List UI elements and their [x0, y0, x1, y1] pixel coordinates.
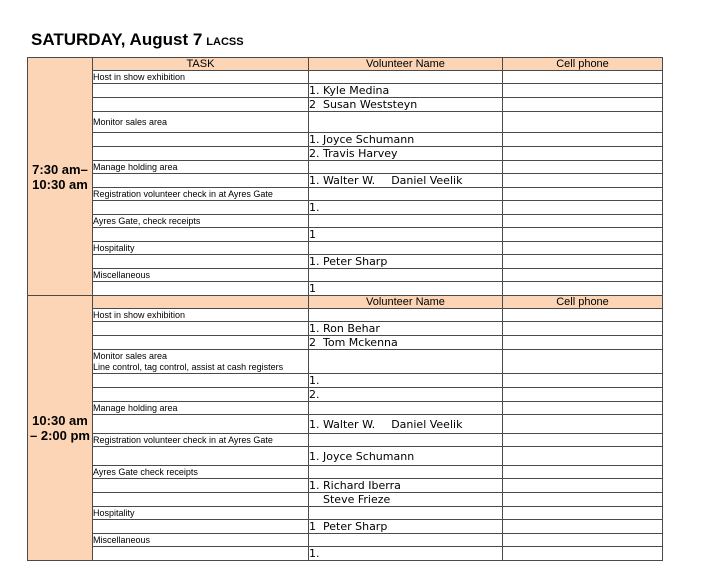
volunteer-name: Susan Weststeyn [323, 98, 418, 111]
phone-cell [503, 255, 663, 269]
volunteer-name: Walter W. [323, 417, 376, 431]
task-name [93, 112, 309, 133]
phone-cell [503, 434, 663, 447]
task-cell-empty [93, 336, 309, 350]
volunteer-cell [309, 242, 503, 255]
phone-cell [503, 112, 663, 133]
task-cell-empty [93, 133, 309, 147]
task-label: Hospitality [93, 242, 135, 253]
task-cell-empty [93, 228, 309, 242]
volunteer-cell [309, 269, 503, 282]
entry-row [28, 479, 663, 493]
volunteer-name: Steve Frieze [323, 493, 391, 506]
phone-cell [503, 336, 663, 350]
slot-number: 2 [309, 98, 316, 111]
volunteer-cell [309, 201, 503, 215]
task-row [28, 507, 663, 520]
volunteer-cell [309, 402, 503, 415]
task-label: Host in show exhibition [93, 71, 186, 82]
entry-row [28, 493, 663, 507]
volunteer-cell [309, 479, 503, 493]
volunteer-cell [309, 84, 503, 98]
task-cell-empty [93, 98, 309, 112]
task-name [93, 466, 309, 479]
task-cell-empty [93, 520, 309, 534]
phone-cell [503, 282, 663, 296]
column-header-task [93, 296, 309, 309]
slot-number: 1. [309, 201, 320, 214]
entry-row [28, 228, 663, 242]
volunteer-cell [309, 350, 503, 374]
task-name [93, 434, 309, 447]
task-name [93, 242, 309, 255]
entry-row [28, 84, 663, 98]
task-name [93, 161, 309, 174]
entry-row [28, 174, 663, 188]
task-name [93, 188, 309, 201]
column-header-label: Volunteer Name [366, 296, 445, 308]
volunteer-cell [309, 547, 503, 561]
task-cell-empty [93, 388, 309, 402]
volunteer-name: Travis Harvey [323, 147, 398, 160]
entry-row [28, 336, 663, 350]
block-header-row [28, 58, 663, 71]
column-header-volunteer [309, 58, 503, 71]
volunteer-name: Kyle Medina [323, 84, 390, 97]
task-label: Manage holding area [93, 402, 178, 413]
phone-cell [503, 534, 663, 547]
slot-number: 1. [309, 479, 320, 492]
task-name [93, 402, 309, 415]
volunteer-cell [309, 174, 503, 188]
task-cell-empty [93, 201, 309, 215]
slot-number: 1. [309, 547, 320, 560]
column-header-label: TASK [186, 58, 215, 70]
task-name [93, 309, 309, 322]
task-cell-empty [93, 147, 309, 161]
volunteer-cell [309, 255, 503, 269]
volunteer-cell [309, 147, 503, 161]
task-name [93, 507, 309, 520]
volunteer-cell [309, 507, 503, 520]
task-cell-empty [93, 255, 309, 269]
phone-cell [503, 133, 663, 147]
phone-cell [503, 147, 663, 161]
time-slot [28, 296, 93, 561]
volunteer-cell [309, 534, 503, 547]
volunteer-name: Peter Sharp [323, 255, 388, 268]
phone-cell [503, 188, 663, 201]
volunteer-cell [309, 415, 503, 434]
volunteer-cell [309, 215, 503, 228]
schedule-table [27, 57, 663, 561]
volunteer-name: Walter W. [323, 174, 376, 187]
task-cell-empty [93, 84, 309, 98]
phone-cell [503, 84, 663, 98]
slot-number: 1. [309, 374, 320, 387]
volunteer-cell [309, 282, 503, 296]
entry-row [28, 322, 663, 336]
task-cell-empty [93, 493, 309, 507]
volunteer-name: Joyce Schumann [323, 133, 415, 146]
phone-cell [503, 71, 663, 84]
phone-cell [503, 201, 663, 215]
slot-number: 1. [309, 255, 320, 268]
task-cell-empty [93, 547, 309, 561]
entry-row [28, 255, 663, 269]
phone-cell [503, 520, 663, 534]
entry-row [28, 374, 663, 388]
entry-row [28, 447, 663, 466]
volunteer-cell [309, 161, 503, 174]
phone-cell [503, 415, 663, 434]
phone-cell [503, 388, 663, 402]
time-end: – 2:00 pm [30, 428, 90, 443]
volunteer-cell [309, 309, 503, 322]
volunteer-cell [309, 388, 503, 402]
task-name [93, 350, 309, 374]
task-name [93, 71, 309, 84]
task-row [28, 215, 663, 228]
task-label: Ayres Gate, check receipts [93, 215, 201, 226]
task-row [28, 309, 663, 322]
task-cell-empty [93, 415, 309, 434]
slot-number: 1 [309, 282, 316, 295]
volunteer-name: Ron Behar [323, 322, 380, 335]
column-header-phone [503, 58, 663, 71]
entry-row [28, 147, 663, 161]
slot-number: 2. [309, 388, 320, 401]
volunteer-cell [309, 434, 503, 447]
phone-cell [503, 269, 663, 282]
entry-row [28, 547, 663, 561]
phone-cell [503, 309, 663, 322]
task-cell-empty [93, 282, 309, 296]
phone-cell [503, 493, 663, 507]
phone-cell [503, 242, 663, 255]
volunteer-name: Richard Iberra [323, 479, 401, 492]
title-text: SATURDAY, August 7 [31, 30, 203, 49]
task-label: Monitor sales area [93, 116, 168, 127]
column-header-label: Volunteer Name [366, 58, 445, 70]
phone-cell [503, 547, 663, 561]
volunteer-cell [309, 322, 503, 336]
block-header-row [28, 296, 663, 309]
phone-cell [503, 174, 663, 188]
task-label-detail: Line control, tag control, assist at cash registers [93, 361, 284, 372]
column-header-volunteer [309, 296, 503, 309]
column-header-label: Cell phone [556, 296, 609, 308]
task-row [28, 71, 663, 84]
task-row [28, 188, 663, 201]
column-header-label: Cell phone [556, 58, 609, 70]
time-start: 7:30 am– [32, 161, 88, 177]
task-label: Hospitality [93, 507, 135, 518]
task-row [28, 269, 663, 282]
volunteer-name: Joyce Schumann [323, 449, 415, 463]
volunteer-name-second: Daniel Veelik [391, 174, 463, 187]
volunteer-cell [309, 466, 503, 479]
column-header-task [93, 58, 309, 71]
task-label: Registration volunteer check in at Ayres Gate [93, 434, 273, 445]
phone-cell [503, 98, 663, 112]
volunteer-cell [309, 228, 503, 242]
entry-row [28, 282, 663, 296]
page-title [31, 30, 244, 50]
column-header-phone [503, 296, 663, 309]
task-label: Registration volunteer check in at Ayres Gate [93, 188, 273, 199]
entry-row [28, 133, 663, 147]
entry-row [28, 388, 663, 402]
slot-number: 1. [309, 133, 320, 146]
slot-number: 1. [309, 322, 320, 335]
task-row [28, 242, 663, 255]
phone-cell [503, 479, 663, 493]
volunteer-cell [309, 71, 503, 84]
slot-number: 1. [309, 174, 320, 187]
task-name [93, 534, 309, 547]
phone-cell [503, 447, 663, 466]
phone-cell [503, 215, 663, 228]
volunteer-name: Tom Mckenna [323, 336, 398, 349]
volunteer-name-second: Daniel Veelik [391, 417, 463, 431]
task-cell-empty [93, 447, 309, 466]
entry-row [28, 415, 663, 434]
task-label: Ayres Gate check receipts [93, 466, 198, 477]
task-row [28, 534, 663, 547]
volunteer-cell [309, 447, 503, 466]
phone-cell [503, 350, 663, 374]
slot-number: 2 [309, 336, 316, 349]
volunteer-cell [309, 336, 503, 350]
time-start: 10:30 am [32, 413, 88, 428]
slot-number: 1 [309, 520, 316, 533]
volunteer-cell [309, 98, 503, 112]
slot-number: 2. [309, 147, 320, 160]
slot-number: 1. [309, 417, 320, 431]
slot-number: 1. [309, 449, 320, 463]
slot-number: 1. [309, 84, 320, 97]
phone-cell [503, 507, 663, 520]
phone-cell [503, 402, 663, 415]
volunteer-cell [309, 520, 503, 534]
task-row [28, 466, 663, 479]
entry-row [28, 201, 663, 215]
phone-cell [503, 228, 663, 242]
task-row [28, 112, 663, 133]
phone-cell [503, 466, 663, 479]
volunteer-cell [309, 374, 503, 388]
slot-number: 1 [309, 228, 316, 241]
task-label: Miscellaneous [93, 269, 151, 280]
volunteer-cell [309, 188, 503, 201]
volunteer-cell [309, 133, 503, 147]
task-label: Miscellaneous [93, 534, 151, 545]
task-name [93, 215, 309, 228]
task-label: Host in show exhibition [93, 309, 186, 320]
entry-row [28, 520, 663, 534]
entry-row [28, 98, 663, 112]
volunteer-cell [309, 493, 503, 507]
task-row [28, 402, 663, 415]
task-name [93, 269, 309, 282]
task-row [28, 350, 663, 374]
task-cell-empty [93, 374, 309, 388]
task-cell-empty [93, 479, 309, 493]
time-end: 10:30 am [32, 176, 88, 192]
phone-cell [503, 161, 663, 174]
task-cell-empty [93, 174, 309, 188]
phone-cell [503, 374, 663, 388]
task-label: Monitor sales area [93, 350, 168, 361]
task-row [28, 434, 663, 447]
task-row [28, 161, 663, 174]
volunteer-name: Peter Sharp [323, 520, 388, 533]
volunteer-cell [309, 112, 503, 133]
phone-cell [503, 322, 663, 336]
task-cell-empty [93, 322, 309, 336]
task-label: Manage holding area [93, 161, 178, 172]
org-name: LACSS [206, 36, 244, 48]
time-slot [28, 58, 93, 296]
